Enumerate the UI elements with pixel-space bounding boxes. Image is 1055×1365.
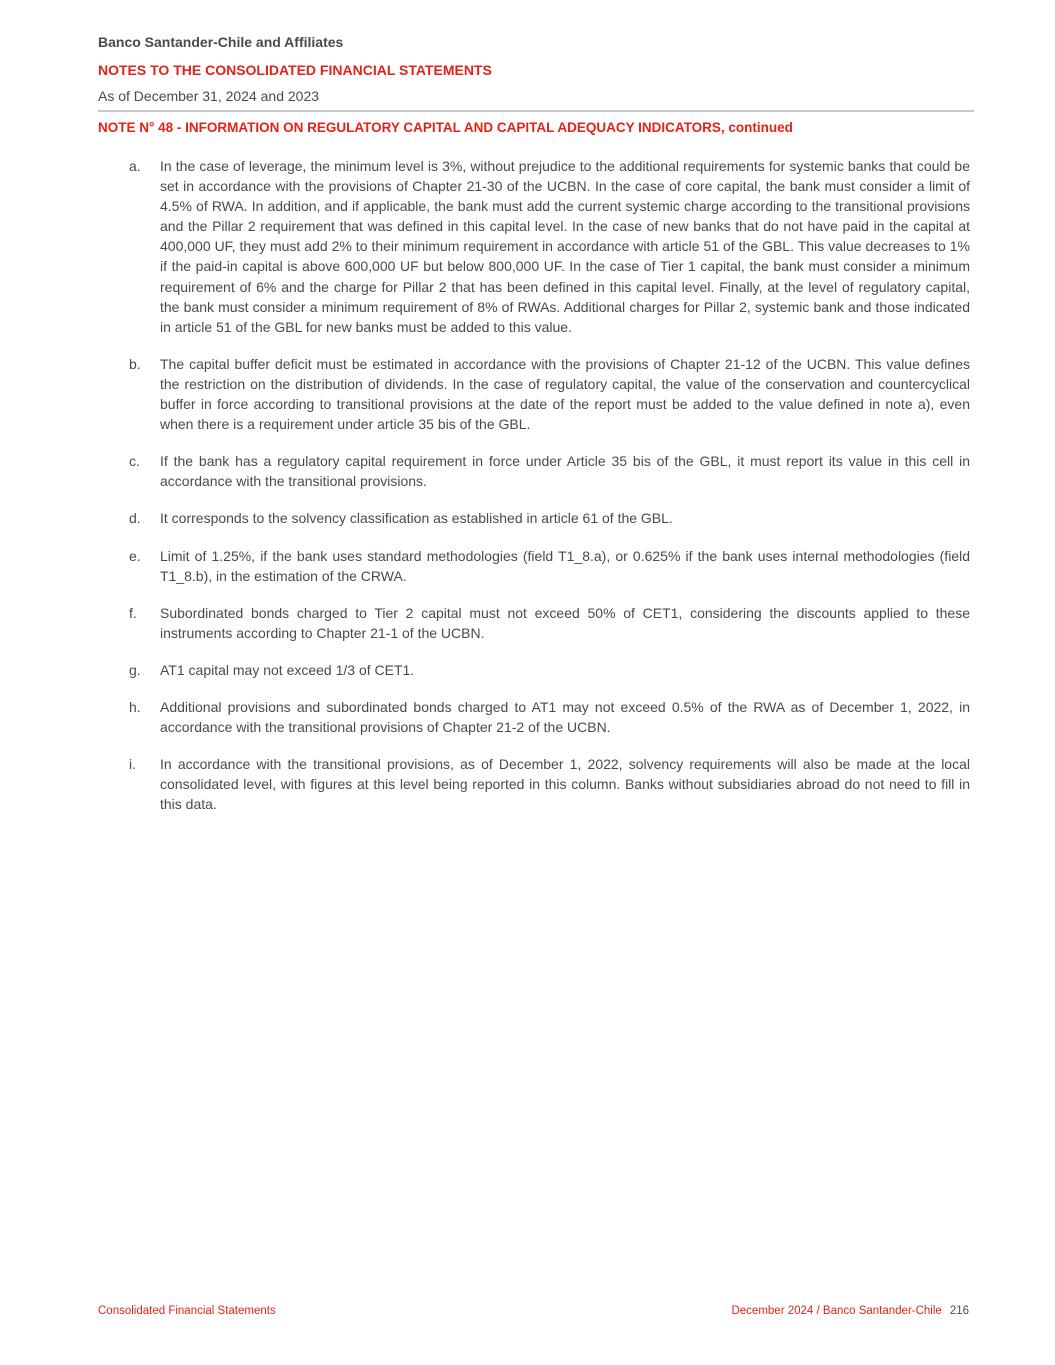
header-divider: [98, 110, 974, 112]
list-item: [129, 603, 970, 643]
footer-source: December 2024 / Banco Santander-Chile: [731, 1305, 942, 1317]
page-number: 216: [949, 1305, 969, 1317]
list-item-text: If the bank has a regulatory capital requirement in force under Article 35 bis of the GBL, it must report its value in this cell in accordance with the transitional provisions.: [160, 453, 970, 490]
list-item: [129, 546, 970, 586]
list-item: [129, 697, 970, 737]
footer-document-title: Consolidated Financial Statements: [98, 1305, 276, 1317]
list-marker: i.: [129, 756, 136, 773]
list-item-text: The capital buffer deficit must be estimated in accordance with the provisions of Chapter 21-12 of the UCBN. This value defines the restriction on the distribution of dividends. In the case of regulatory capital, the value of the conservation and countercyclical buffer in force according to transitional provisions at the date of the report must be added to the value defined in note a), even when there is a requirement under article 35 bis of the GBL.: [160, 355, 970, 433]
note-title: NOTE N° 48 - INFORMATION ON REGULATORY CAPITAL AND CAPITAL ADEQUACY INDICATORS, continued: [98, 120, 793, 135]
list-item-text: In the case of leverage, the minimum level is 3%, without prejudice to the additional requirements for systemic banks that could be set in accordance with the provisions of Chapter 21-30 of the UCBN. In the case of core capital, the bank must consider a limit of 4.5% of RWA. In addition, and if applicable, the bank must add the current systemic charge according to the transitional provisions and the Pillar 2 requirement that was defined in this capital level. In the case of new banks that do not have paid in the capital at 400,000 UF, they must add 2% to their minimum requirement in accordance with article 51 of the GBL. This value decreases to 1% if the paid-in capital is above 600,000 UF but below 800,000 UF. In the case of Tier 1 capital, the bank must consider a minimum requirement of 6% and the charge for Pillar 2 that has been defined in this capital level. Finally, at the level of regulatory capital, the bank must consider a minimum requirement of 8% of RWAs. Additional charges for Pillar 2, systemic bank and those indicated in article 51 of the GBL for new banks must be added to this value.: [160, 158, 970, 335]
date-range: As of December 31, 2024 and 2023: [98, 88, 320, 104]
list-marker: d.: [129, 510, 141, 527]
list-item: [129, 156, 970, 337]
list-marker: e.: [129, 547, 141, 564]
list-item-text: Limit of 1.25%, if the bank uses standard methodologies (field T1_8.a), or 0.625% if the bank uses internal methodologies (field T1_8.b), in the estimation of the CRWA.: [160, 547, 970, 584]
list-item-text: AT1 capital may not exceed 1/3 of CET1.: [160, 661, 415, 678]
list-item-text: Additional provisions and subordinated bonds charged to AT1 may not exceed 0.5% of the RWA as of December 1, 2022, in accordance with the transitional provisions of Chapter 21-2 of the UCBN.: [160, 698, 970, 736]
footer-right: [731, 1305, 969, 1317]
list-item: [129, 508, 970, 528]
list-marker: a.: [129, 158, 141, 174]
list-item-text: Subordinated bonds charged to Tier 2 capital must not exceed 50% of CET1, considering the discounts applied to these instruments according to Chapter 21-1 of the UCBN.: [160, 604, 970, 641]
list-item: [129, 354, 970, 434]
list-marker: c.: [129, 453, 140, 470]
list-marker: f.: [129, 604, 137, 621]
list-item: [129, 660, 970, 680]
notes-list: [129, 156, 970, 831]
list-marker: b.: [129, 355, 141, 372]
document-subtitle: NOTES TO THE CONSOLIDATED FINANCIAL STATEMENTS: [98, 62, 492, 78]
company-name: Banco Santander-Chile and Affiliates: [98, 34, 344, 50]
list-item: [129, 754, 970, 814]
list-item: [129, 451, 970, 491]
list-marker: g.: [129, 661, 141, 678]
list-item-text: In accordance with the transitional provisions, as of December 1, 2022, solvency requirements will also be made at the local consolidated level, with figures at this level being reported in this column. Banks without subsidiaries abroad do not need to fill in this data.: [160, 756, 970, 813]
list-item-text: It corresponds to the solvency classification as established in article 61 of the GBL.: [160, 510, 673, 527]
list-marker: h.: [129, 698, 141, 715]
